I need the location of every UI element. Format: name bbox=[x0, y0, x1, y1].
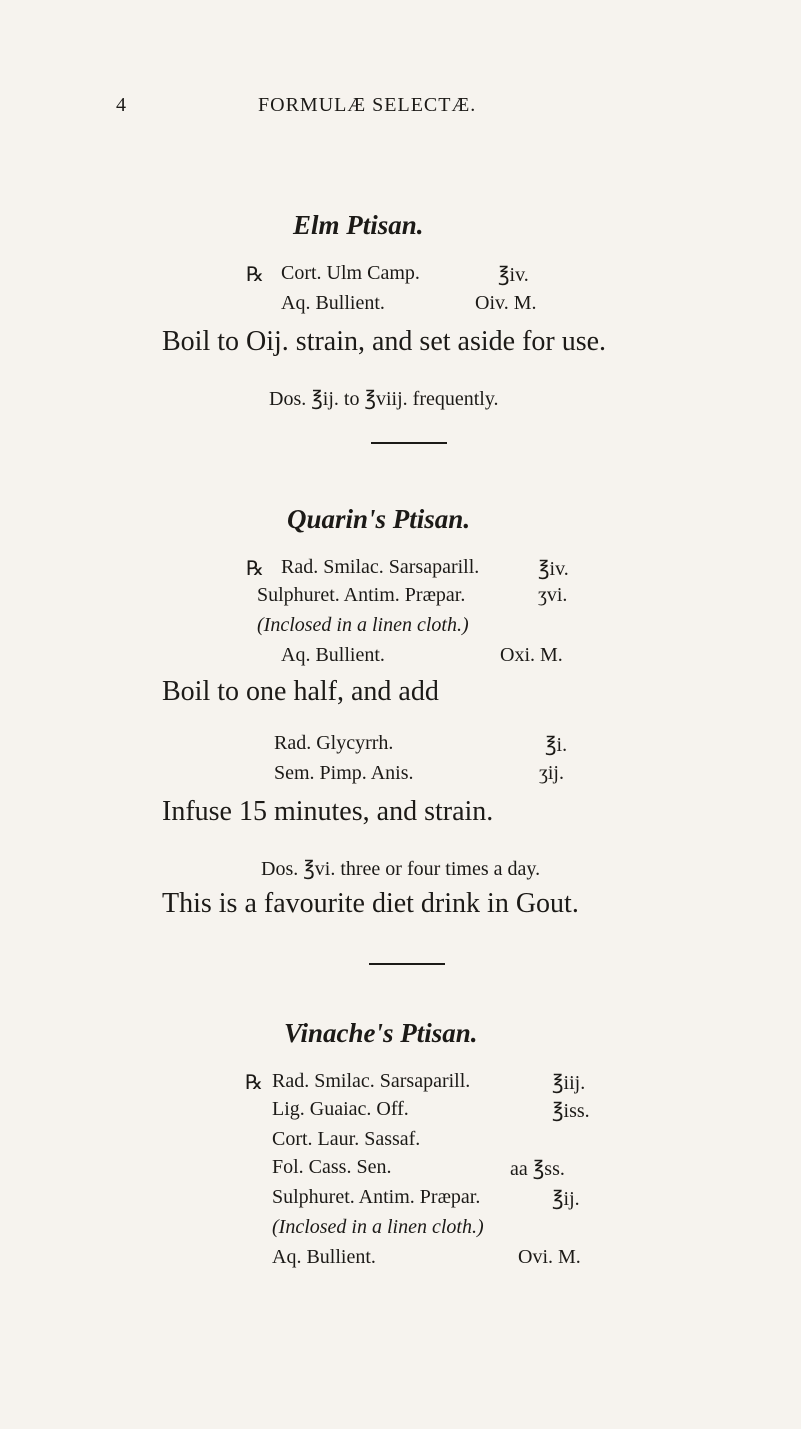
recipe-qty: aa ℥ss. bbox=[510, 1158, 565, 1180]
recipe-qty: ℥i. bbox=[545, 734, 568, 756]
dose: Dos. ℥ij. to ℥viij. frequently. bbox=[269, 388, 499, 410]
recipe-item: Cort. Laur. Sassaf. bbox=[272, 1128, 421, 1150]
recipe-item: Aq. Bullient. bbox=[272, 1246, 376, 1268]
recipe-qty: ℥iv. bbox=[538, 558, 569, 580]
recipe-item: Sem. Pimp. Anis. bbox=[274, 762, 414, 784]
recipe-item: Lig. Guaiac. Off. bbox=[272, 1098, 409, 1120]
rx-symbol: ℞ bbox=[245, 1072, 263, 1094]
recipe-qty: ℥iij. bbox=[552, 1072, 586, 1094]
recipe-qty: ℥ij. bbox=[552, 1188, 580, 1210]
recipe-item: Aq. Bullient. bbox=[281, 644, 385, 666]
dose: Dos. ℥vi. three or four times a day. bbox=[261, 858, 541, 880]
recipe-item: Aq. Bullient. bbox=[281, 292, 385, 314]
directions: Boil to Oij. strain, and set aside for use. bbox=[162, 326, 607, 357]
recipe-item: Sulphuret. Antim. Præpar. bbox=[272, 1186, 481, 1208]
recipe-note: (Inclosed in a linen cloth.) bbox=[272, 1216, 484, 1238]
rx-symbol: ℞ bbox=[246, 264, 264, 286]
section-title-elm: Elm Ptisan. bbox=[293, 210, 424, 240]
recipe-item: Sulphuret. Antim. Præpar. bbox=[257, 584, 466, 606]
recipe-qty: ʒij. bbox=[539, 762, 564, 784]
recipe-qty: Oiv. M. bbox=[475, 292, 537, 314]
recipe-item: Fol. Cass. Sen. bbox=[272, 1156, 392, 1178]
recipe-item: Rad. Glycyrrh. bbox=[274, 732, 394, 754]
section-title-vinache: Vinache's Ptisan. bbox=[284, 1018, 478, 1048]
directions: Boil to one half, and add bbox=[162, 676, 439, 707]
recipe-item: Rad. Smilac. Sarsaparill. bbox=[281, 556, 480, 578]
section-divider bbox=[371, 442, 447, 444]
recipe-note: (Inclosed in a linen cloth.) bbox=[257, 614, 469, 636]
recipe-item: Cort. Ulm Camp. bbox=[281, 262, 420, 284]
recipe-qty: ℥iv. bbox=[498, 264, 529, 286]
recipe-qty: Ovi. M. bbox=[518, 1246, 581, 1268]
section-divider bbox=[369, 963, 445, 965]
running-title: FORMULÆ SELECTÆ. bbox=[258, 94, 477, 116]
recipe-qty: ʒvi. bbox=[538, 584, 568, 606]
section-title-quarin: Quarin's Ptisan. bbox=[287, 504, 471, 534]
recipe-item: Rad. Smilac. Sarsaparill. bbox=[272, 1070, 471, 1092]
page-number: 4 bbox=[116, 94, 127, 116]
directions: Infuse 15 minutes, and strain. bbox=[162, 796, 494, 827]
rx-symbol: ℞ bbox=[246, 558, 264, 580]
note: This is a favourite diet drink in Gout. bbox=[162, 888, 579, 919]
recipe-qty: Oxi. M. bbox=[500, 644, 563, 666]
recipe-qty: ℥iss. bbox=[552, 1100, 590, 1122]
